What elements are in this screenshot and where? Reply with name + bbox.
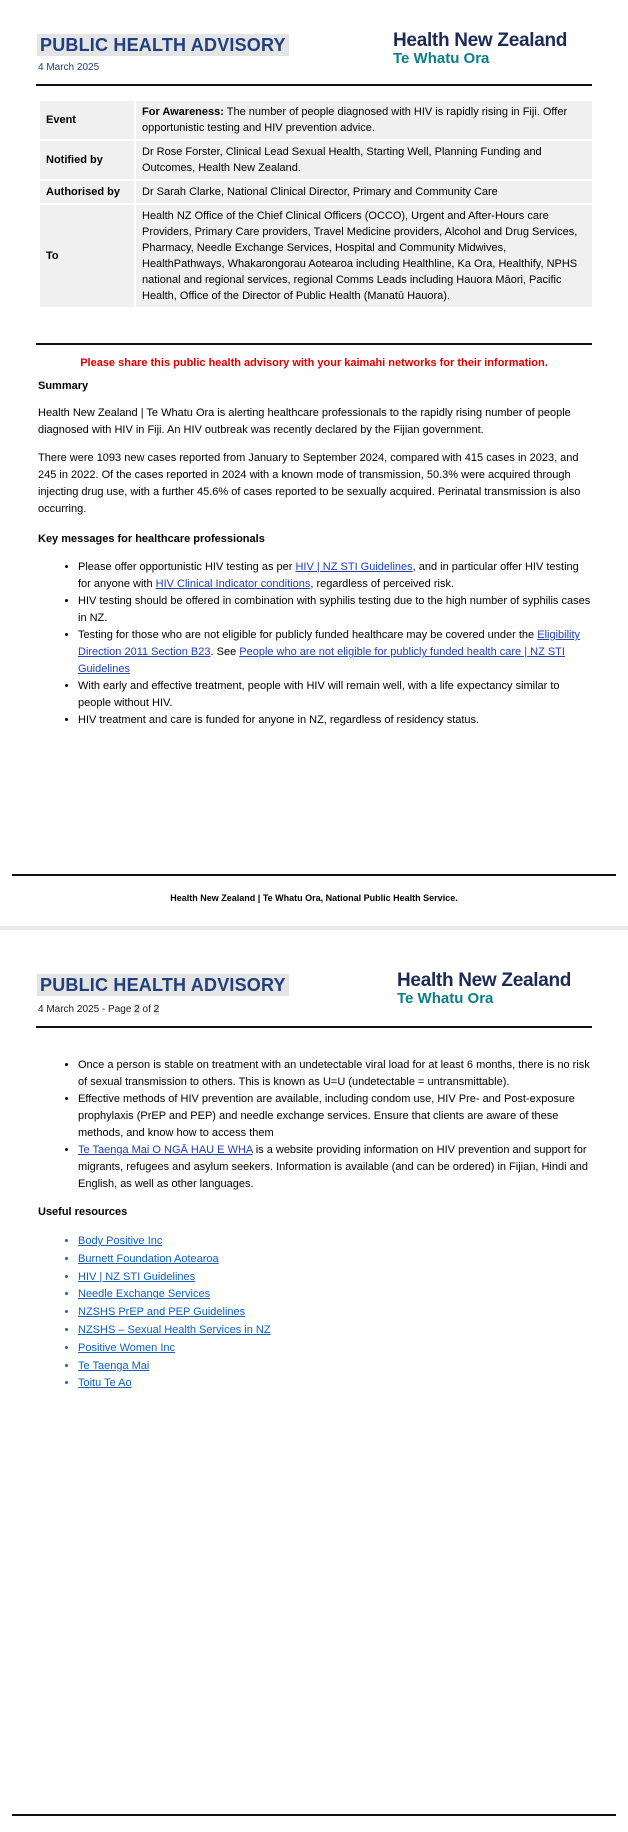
logo-line-2: Te Whatu Ora — [393, 50, 490, 67]
page-total: 2 — [153, 1004, 160, 1015]
resources-list — [38, 1233, 271, 1393]
list-item — [78, 627, 594, 678]
resource-item — [78, 1304, 271, 1322]
event-text: The number of people diagnosed with HIV is rapidly rising in Fiji. Offer opportunistic testing and HIV prevention advice. — [142, 106, 568, 134]
burnett-foundation-link[interactable]: Burnett Foundation Aotearoa — [78, 1252, 219, 1265]
resource-item — [78, 1269, 271, 1287]
page-number: 2 — [134, 1004, 140, 1015]
list-item — [78, 1142, 594, 1193]
resource-item — [78, 1322, 271, 1340]
nzshs-sexual-health-link[interactable]: NZSHS – Sexual Health Services in NZ — [78, 1323, 271, 1336]
bullet-text: , and in particular offer HIV testing for anyone with — [78, 561, 579, 590]
share-notice: Please share this public health advisory with your kaimahi networks for their information. — [80, 357, 548, 369]
resource-item — [78, 1375, 271, 1393]
bullet-text: , regardless of perceived risk. — [310, 578, 455, 590]
hiv-sti-guidelines-link[interactable]: HIV | NZ STI Guidelines — [295, 561, 413, 573]
table-row-notified — [40, 141, 592, 179]
list-item — [78, 559, 594, 593]
bullet-text: . See — [210, 646, 240, 658]
body-positive-link[interactable]: Body Positive Inc — [78, 1235, 163, 1247]
summary-paragraph-2: There were 1093 new cases reported from January to September 2024, compared with 415 cases in 2023, and 245 in 2022. Of the cases reported in 2024 with a known mode of transmission, 50.3% were acquired through injecting drug use, with a further 45.6% of cases reported to be sexually acquired. Perinatal transmission is also occurring. — [38, 452, 581, 515]
event-bold: For Awareness: — [142, 106, 224, 118]
footer-rule — [12, 874, 616, 876]
table-row-authorised — [40, 181, 592, 203]
advisory-title: PUBLIC HEALTH ADVISORY — [37, 974, 289, 996]
hiv-nz-sti-guidelines-link[interactable]: HIV | NZ STI Guidelines — [78, 1270, 196, 1283]
te-taenga-mai-link[interactable]: Te Taenga Mai O NGĀ HAU E WHA — [78, 1144, 253, 1156]
eligibility-direction-link[interactable]: Eligibility Direction 2011 Section B23 — [78, 629, 581, 658]
event-label: Event — [40, 101, 134, 139]
table-row-event — [40, 101, 592, 139]
summary-paragraph-1: Health New Zealand | Te Whatu Ora is alerting healthcare professionals to the rapidly rising number of people diagnosed with HIV in Fiji. An HIV outbreak was recently declared by the Fijian government. — [38, 407, 571, 436]
hiv-clinical-indicator-link[interactable]: HIV Clinical Indicator conditions — [155, 578, 311, 590]
positive-women-link[interactable]: Positive Women Inc — [78, 1341, 176, 1354]
bullet-text: Please offer opportunistic HIV testing as per — [78, 561, 296, 573]
table-bottom-rule — [36, 343, 592, 345]
list-item: • Once a person is stable on treatment with an undetectable viral load for at least 6 months, there is no risk of sexual transmission to others. This is known as U=U (undetectable = untransmittable). — [78, 1057, 594, 1091]
authorised-value: Dr Sarah Clarke, National Clinical Director, Primary and Community Care — [136, 181, 592, 203]
to-value: Health NZ Office of the Chief Clinical Officers (OCCO), Urgent and After-Hours care Providers, Primary Care providers, Travel Medicine providers, Alcohol and Drug Services, Pharmacy, Needle Exchange Services, Hospital and Community Midwives, HealthPathways, Whakarongorau Aotearoa including Healthline, Ka Ora, Healthify, NPHS national and regional services, regional Comms Leads including Hauora Māori, Pacific Health, Office of the Director of Public Health (Manatū Hauora). — [136, 205, 592, 307]
header-rule — [36, 1026, 592, 1028]
event-value — [136, 101, 592, 139]
logo-line-1: Health New Zealand — [397, 970, 572, 991]
resource-item — [78, 1358, 271, 1376]
footer-rule — [12, 1814, 616, 1816]
date-prefix: 4 March 2025 - Page — [38, 1004, 135, 1015]
notified-value: Dr Rose Forster, Clinical Lead Sexual Health, Starting Well, Planning Funding and Outcomes, Health New Zealand. — [136, 141, 592, 179]
page-footer: Health New Zealand | Te Whatu Ora, National Public Health Service. — [170, 893, 458, 903]
advisory-info-table — [38, 99, 594, 309]
key-messages-heading: Key messages for healthcare professionals — [38, 533, 265, 545]
list-item: • With early and effective treatment, people with HIV will remain well, with a life expectancy similar to people without HIV. — [78, 678, 594, 712]
needle-exchange-link[interactable]: Needle Exchange Services — [78, 1288, 211, 1301]
logo-line-2: Te Whatu Ora — [397, 990, 494, 1007]
logo-line-1: Health New Zealand — [393, 30, 568, 51]
authorised-label: Authorised by — [40, 181, 134, 203]
key-messages-list — [38, 559, 594, 729]
page-2 — [0, 930, 628, 1832]
advisory-title: PUBLIC HEALTH ADVISORY — [37, 34, 289, 56]
to-label: To — [40, 205, 134, 307]
bullet-text: is a website providing information on HIV prevention and support for migrants, refugees and asylum seekers. Information is available (and can be ordered) in Fijian, Hindi and English, as well as other languages. — [78, 1144, 588, 1190]
list-item: • HIV testing should be offered in combination with syphilis testing due to the high number of syphilis cases in NZ. — [78, 593, 594, 627]
nzshs-prep-pep-link[interactable]: NZSHS PrEP and PEP Guidelines — [78, 1306, 246, 1319]
health-nz-logo — [393, 31, 567, 67]
continued-messages-list — [38, 1057, 594, 1193]
header-rule — [36, 84, 592, 86]
table-row-to — [40, 205, 592, 307]
resource-item — [78, 1251, 271, 1269]
page-of: of — [139, 1004, 154, 1015]
summary-heading: Summary — [38, 380, 89, 392]
list-item: • HIV treatment and care is funded for anyone in NZ, regardless of residency status. — [78, 712, 594, 729]
toitu-te-ao-link[interactable]: Toitu Te Ao — [78, 1377, 132, 1390]
not-eligible-link[interactable]: People who are not eligible for publicly funded health care | NZ STI Guidelines — [78, 646, 565, 675]
health-nz-logo — [397, 971, 571, 1007]
te-taenga-mai-resource-link[interactable]: Te Taenga Mai — [78, 1359, 150, 1372]
notified-label: Notified by — [40, 141, 134, 179]
advisory-date-page — [38, 1004, 159, 1015]
bullet-text: Testing for those who are not eligible for publicly funded healthcare may be covered under the — [78, 629, 538, 641]
useful-resources-heading: Useful resources — [38, 1206, 128, 1218]
resource-item — [78, 1340, 271, 1358]
list-item: • Effective methods of HIV prevention are available, including condom use, HIV Pre- and Post-exposure prophylaxis (PrEP and PEP) and needle exchange services. Ensure that clients are aware of these methods, and know how to access them — [78, 1091, 594, 1142]
resource-item — [78, 1233, 271, 1251]
resource-item — [78, 1286, 271, 1304]
advisory-date: 4 March 2025 — [38, 62, 100, 73]
